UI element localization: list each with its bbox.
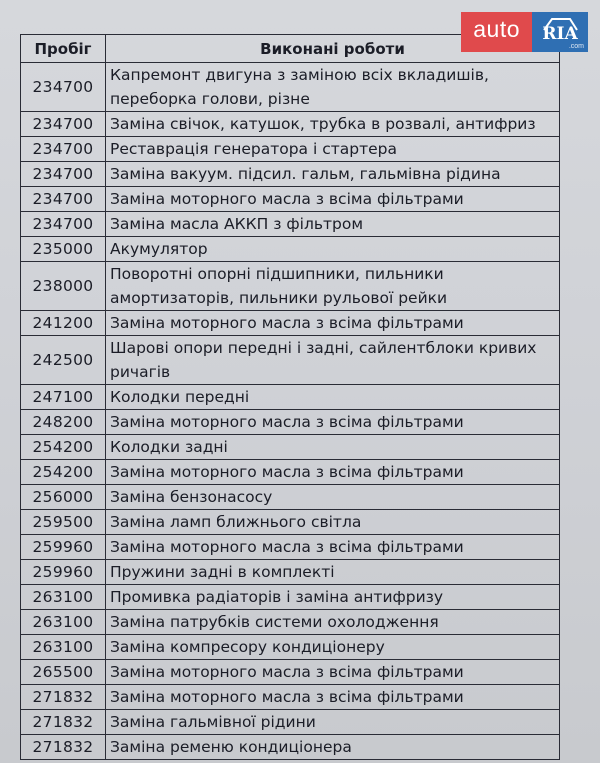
work-description-cell: Реставрація генератора і стартера	[106, 137, 560, 162]
work-description-cell: Колодки передні	[106, 385, 560, 410]
work-description-cell: Заміна моторного масла з всіма фільтрами	[106, 535, 560, 560]
mileage-cell: 234700	[21, 63, 106, 112]
mileage-cell: 238000	[21, 262, 106, 311]
work-description-cell: Поворотні опорні підшипники, пильники амортизаторів, пильники рульової рейки	[106, 262, 560, 311]
mileage-cell: 234700	[21, 187, 106, 212]
mileage-cell: 265500	[21, 660, 106, 685]
table-row	[21, 535, 560, 560]
mileage-cell: 263100	[21, 585, 106, 610]
mileage-cell: 247100	[21, 385, 106, 410]
work-description-cell: Заміна патрубків системи охолодження	[106, 610, 560, 635]
mileage-cell: 234700	[21, 162, 106, 187]
mileage-cell: 254200	[21, 435, 106, 460]
watermark-auto-text: auto	[461, 12, 532, 52]
work-description-cell: Заміна моторного масла з всіма фільтрами	[106, 685, 560, 710]
table-row	[21, 685, 560, 710]
work-description-cell: Капремонт двигуна з заміною всіх вкладишів, переборка голови, різне	[106, 63, 560, 112]
table-row	[21, 63, 560, 112]
table-row	[21, 336, 560, 385]
mileage-cell: 254200	[21, 460, 106, 485]
table-row	[21, 710, 560, 735]
autoria-watermark	[461, 12, 588, 52]
table-row	[21, 460, 560, 485]
work-description-cell: Заміна моторного масла з всіма фільтрами	[106, 410, 560, 435]
work-description-cell: Акумулятор	[106, 237, 560, 262]
table-row	[21, 635, 560, 660]
table-row	[21, 137, 560, 162]
table-body	[21, 63, 560, 760]
work-description-cell: Заміна моторного масла з всіма фільтрами	[106, 187, 560, 212]
mileage-cell: 271832	[21, 710, 106, 735]
table-row	[21, 311, 560, 336]
table-row	[21, 162, 560, 187]
work-description-cell: Заміна моторного масла з всіма фільтрами	[106, 660, 560, 685]
mileage-cell: 235000	[21, 237, 106, 262]
mileage-header: Пробіг	[21, 35, 106, 63]
mileage-cell: 248200	[21, 410, 106, 435]
watermark-ria-badge	[532, 12, 588, 52]
table-row	[21, 660, 560, 685]
works-header: Виконані роботи	[106, 35, 560, 63]
table-row	[21, 435, 560, 460]
work-description-cell: Заміна ламп ближнього світла	[106, 510, 560, 535]
work-description-cell: Заміна моторного масла з всіма фільтрами	[106, 311, 560, 336]
mileage-cell: 263100	[21, 635, 106, 660]
table-row	[21, 212, 560, 237]
work-description-cell: Заміна бензонасосу	[106, 485, 560, 510]
mileage-cell: 263100	[21, 610, 106, 635]
watermark-domain-text: .com	[568, 43, 584, 50]
table-row	[21, 237, 560, 262]
mileage-cell: 241200	[21, 311, 106, 336]
table-row	[21, 410, 560, 435]
table-row	[21, 560, 560, 585]
work-description-cell: Заміна вакуум. підсил. гальм, гальмівна рідина	[106, 162, 560, 187]
work-description-cell: Промивка радіаторів і заміна антифризу	[106, 585, 560, 610]
table-row	[21, 187, 560, 212]
mileage-cell: 259500	[21, 510, 106, 535]
work-description-cell: Заміна свічок, катушок, трубка в розвалі, антифриз	[106, 112, 560, 137]
mileage-cell: 242500	[21, 336, 106, 385]
work-description-cell: Заміна компресору кондиціонеру	[106, 635, 560, 660]
watermark-ria-text: RIA	[542, 24, 578, 44]
table-row	[21, 112, 560, 137]
table-row	[21, 735, 560, 760]
work-description-cell: Заміна гальмівної рідини	[106, 710, 560, 735]
mileage-cell: 259960	[21, 560, 106, 585]
mileage-cell: 271832	[21, 685, 106, 710]
work-description-cell: Колодки задні	[106, 435, 560, 460]
table-row	[21, 485, 560, 510]
table-row	[21, 262, 560, 311]
mileage-cell: 234700	[21, 112, 106, 137]
mileage-cell: 234700	[21, 212, 106, 237]
table-row	[21, 610, 560, 635]
mileage-cell: 271832	[21, 735, 106, 760]
work-description-cell: Шарові опори передні і задні, сайлентблоки кривих ричагів	[106, 336, 560, 385]
table-row	[21, 585, 560, 610]
work-description-cell: Заміна ременю кондиціонера	[106, 735, 560, 760]
mileage-cell: 259960	[21, 535, 106, 560]
mileage-cell: 234700	[21, 137, 106, 162]
work-description-cell: Заміна моторного масла з всіма фільтрами	[106, 460, 560, 485]
table-row	[21, 510, 560, 535]
work-description-cell: Заміна масла АККП з фільтром	[106, 212, 560, 237]
maintenance-table	[20, 34, 560, 760]
work-description-cell: Пружини задні в комплекті	[106, 560, 560, 585]
mileage-cell: 256000	[21, 485, 106, 510]
table-row	[21, 385, 560, 410]
